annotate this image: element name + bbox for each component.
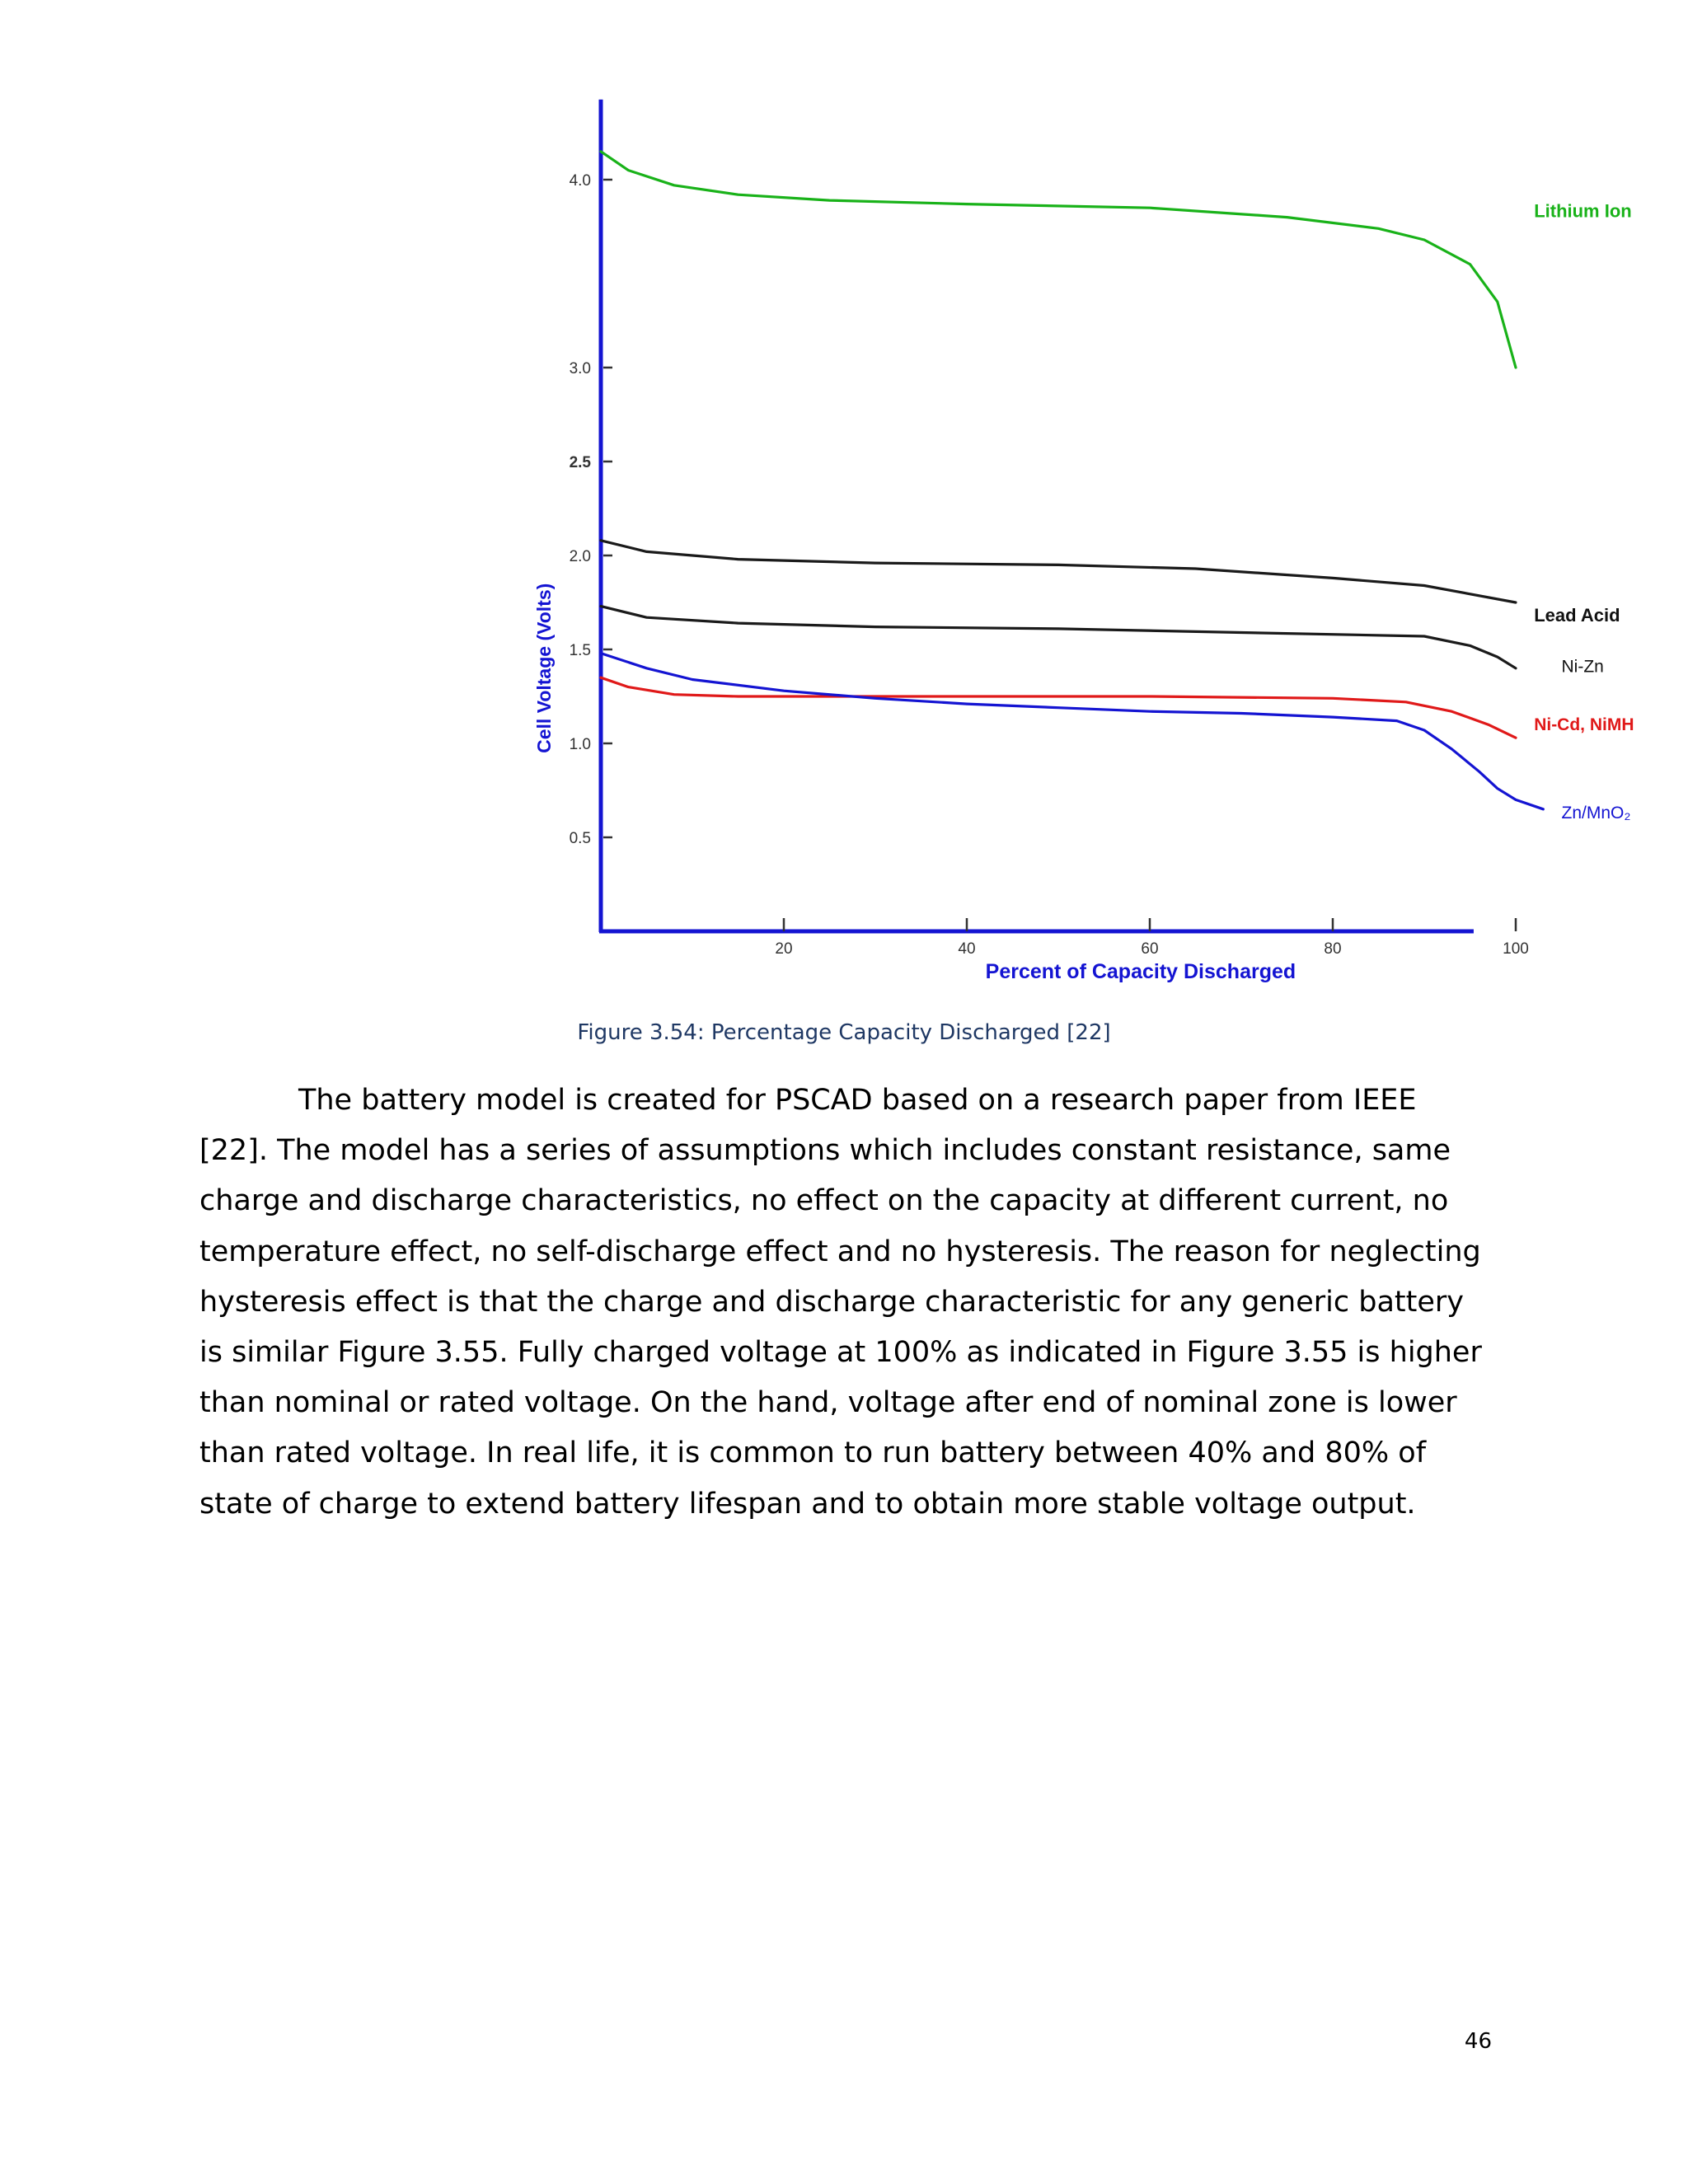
x-tick-label: 60 — [1141, 940, 1159, 958]
series-label-1: Lead Acid — [1534, 604, 1620, 626]
series-label-0: Lithium Ion — [1534, 200, 1632, 222]
y-tick-label: 2.5 — [569, 454, 591, 471]
series-line-2 — [601, 607, 1516, 668]
x-tick-label: 20 — [775, 940, 793, 958]
y-tick-label: 1.5 — [569, 642, 591, 659]
figure-caption: Figure 3.54: Percentage Capacity Discharged [22] — [577, 1020, 1111, 1045]
y-tick-label: 2.0 — [569, 548, 591, 565]
body-paragraph: The battery model is created for PSCAD based on a research paper from IEEE [22]. The model has a series of assumptions which includes constant resistance, same charge and discharge characteristics, no effect on the capacity at different current, no temperature effect, no self-discharge effect and no hysteresis. The reason for neglecting hysteresis effect is that the charge and discharge characteristic for any generic battery is similar Figure 3.55. Fully charged voltage at 100% as indicated in Figure 3.55 is higher than nominal or rated voltage. On the hand, voltage after end of nominal zone is lower than rated voltage. In real life, it is common to run battery between 40% and 80% of state of charge to extend battery lifespan and to obtain more stable voltage output. — [199, 1084, 1482, 1521]
series-line-1 — [601, 541, 1516, 602]
series-line-0 — [601, 152, 1516, 368]
y-tick-label: 1.0 — [569, 736, 591, 753]
series-line-4 — [601, 654, 1543, 809]
y-tick-label: 3.0 — [569, 360, 591, 377]
y-axis-title: Cell Voltage (Volts) — [533, 583, 555, 753]
x-axis-title: Percent of Capacity Discharged — [985, 960, 1296, 983]
y-tick-label: 0.5 — [569, 830, 591, 847]
series-label-4: Zn/MnO₂ — [1561, 804, 1631, 823]
body-text — [199, 1076, 1493, 1530]
x-tick-label: 80 — [1324, 940, 1342, 958]
battery-discharge-chart — [0, 0, 1688, 1014]
y-tick-label: 4.0 — [569, 172, 591, 190]
series-label-2: Ni-Zn — [1561, 657, 1604, 677]
chart-lines — [601, 152, 1543, 809]
x-tick-label: 40 — [958, 940, 976, 958]
x-tick-label: 100 — [1503, 940, 1529, 958]
series-label-3: Ni-Cd, NiMH — [1534, 715, 1634, 735]
chart-labels — [533, 201, 1634, 983]
page-number: 46 — [1464, 2029, 1492, 2054]
